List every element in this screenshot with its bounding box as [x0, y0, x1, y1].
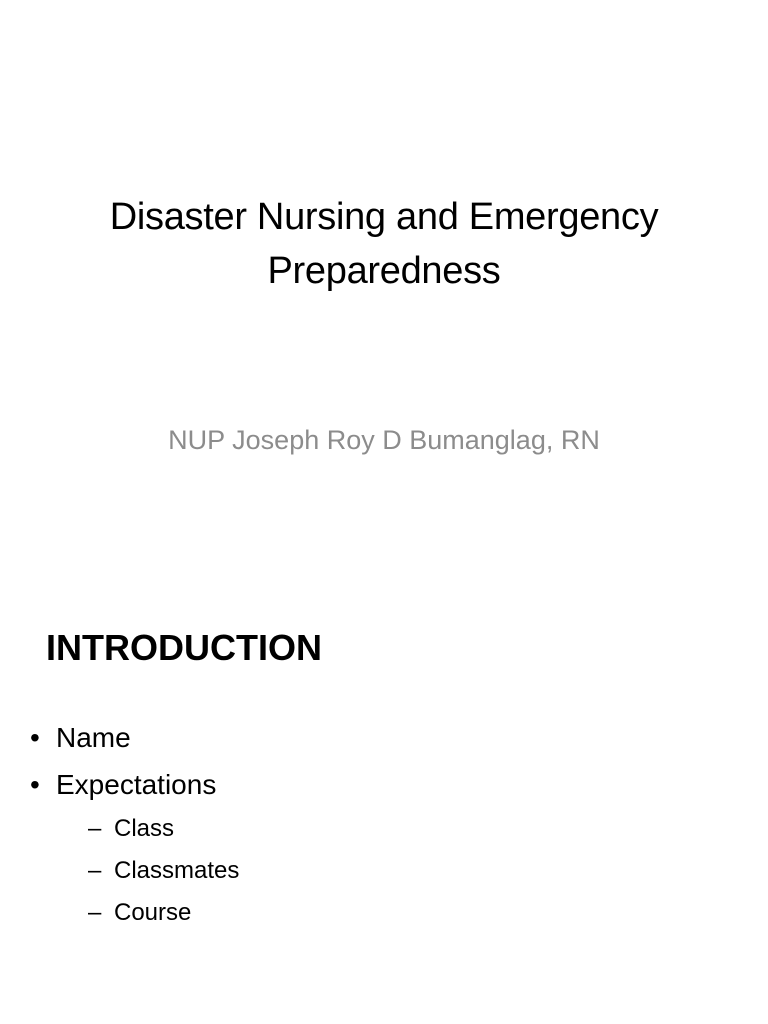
bullet-item-expectations — [30, 761, 239, 934]
dash-icon: – — [88, 899, 102, 926]
dash-icon: – — [88, 857, 102, 884]
sub-bullet-label: Classmates — [114, 857, 240, 884]
bullet-label: Expectations — [56, 769, 217, 800]
bullet-icon: • — [30, 769, 40, 800]
slide-title-line-2: Preparedness — [267, 250, 501, 292]
sub-bullet-item-course — [88, 892, 239, 934]
sub-bullet-list — [56, 808, 239, 934]
sub-bullet-item-classmates — [88, 850, 239, 892]
introduction-slide — [0, 576, 768, 1024]
slide-title-line-1: Disaster Nursing and Emergency — [109, 196, 659, 238]
sub-bullet-label: Course — [114, 899, 192, 926]
bullet-item-name — [30, 714, 239, 761]
sub-bullet-item-class — [88, 808, 239, 850]
dash-icon: – — [88, 815, 102, 842]
sub-bullet-label: Class — [114, 815, 175, 842]
slide-title — [40, 190, 728, 298]
bullet-label: Name — [56, 722, 131, 753]
bullet-list — [30, 714, 239, 934]
bullet-icon: • — [30, 722, 40, 753]
slide-subtitle: NUP Joseph Roy D Bumanglag, RN — [168, 425, 600, 455]
slide-heading: INTRODUCTION — [46, 627, 322, 668]
